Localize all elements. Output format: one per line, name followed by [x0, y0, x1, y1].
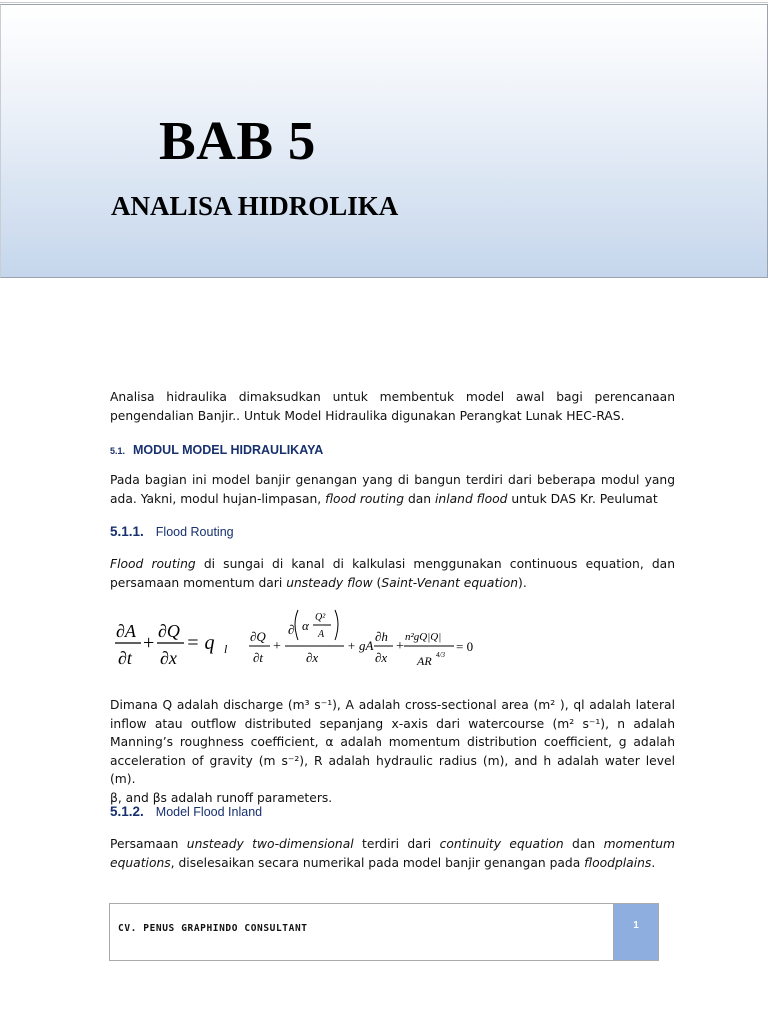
- eq2-t4-den: AR: [417, 654, 432, 668]
- eq1-rhs-sub: l: [224, 642, 228, 656]
- footer-company-name: CV. PENUS GRAPHINDO CONSULTANT: [118, 923, 308, 934]
- eq2-t2-a: A: [318, 629, 325, 640]
- section-label: MODUL MODEL HIDRAULIKAYA: [133, 443, 324, 457]
- intro-line-1: Analisa hidraulika dimaksudkan untuk membentuk model awal bagi perencanaan: [110, 390, 675, 404]
- eq2-t4-exp: 4/3: [436, 651, 445, 659]
- subsection-heading-5-1-2: [110, 803, 262, 821]
- section-5-1-2-paragraph: [110, 835, 675, 872]
- dimana-line-4: acceleration of gravity (m s⁻²), R adalah hydraulic radius (m), and h adalah water level (m).: [110, 753, 675, 786]
- eq2-plus3: +: [396, 639, 404, 654]
- section-number: 5.1.: [110, 446, 126, 456]
- italic-run: inland flood: [434, 491, 508, 506]
- dimana-line-5: β, and βs adalah runoff parameters.: [110, 790, 333, 805]
- chapter-number: BAB 5: [159, 110, 316, 171]
- momentum-equation: [249, 610, 473, 668]
- eq1-den1: ∂t: [118, 648, 132, 668]
- eq2-t3-num: ∂h: [375, 629, 388, 644]
- text-run: dan: [563, 837, 604, 851]
- italic-run: unsteady two-dimensional: [186, 837, 354, 851]
- dimana-paragraph: [110, 696, 675, 807]
- saint-venant-equations: [112, 606, 492, 678]
- intro-line-2: pengendalian Banjir.. Untuk Model Hidraulika digunakan Perangkat Lunak HEC-RAS.: [110, 408, 625, 423]
- eq2-t3-den: ∂x: [375, 650, 388, 665]
- eq1-num2: ∂Q: [158, 621, 180, 641]
- text-run: dan: [404, 491, 435, 506]
- eq2-t1-den: ∂t: [253, 650, 264, 665]
- text-run: di sungai di kanal di kalkulasi menggunakan continuous equation, dan persamaan momentum dari: [110, 557, 675, 590]
- eq2-t2-den: ∂x: [306, 650, 319, 665]
- eq2-t2-q2: Q²: [315, 612, 326, 623]
- chapter-header-banner: [0, 4, 768, 278]
- eq1-rhs: = q: [186, 632, 215, 654]
- text-run: Pada bagian ini model banjir genangan yang di bangun terdiri dari beberapa modul yang ada. Yakni, modul hujan-limpasan,: [110, 473, 675, 506]
- footer-page-number: 1: [613, 904, 658, 960]
- dimana-line-1: Dimana Q adalah discharge (m³ s⁻¹), A adalah cross-sectional area (m² ), ql adalah lateral: [110, 698, 675, 712]
- subsection-label: Flood Routing: [155, 525, 234, 539]
- eq2-left-paren: [295, 610, 298, 640]
- italic-run: flood routing: [325, 491, 405, 506]
- eq1-plus: +: [143, 632, 155, 654]
- eq1-den2: ∂x: [160, 648, 177, 668]
- subsection-number: 5.1.2.: [110, 804, 144, 819]
- page-footer: [109, 903, 659, 961]
- eq2-right-paren: [335, 610, 338, 640]
- subsection-label: Model Flood Inland: [155, 805, 263, 819]
- text-run: .: [651, 855, 656, 870]
- eq2-t1-num: ∂Q: [250, 629, 266, 644]
- italic-run: continuity equation: [439, 837, 564, 851]
- subsection-number: 5.1.1.: [110, 524, 144, 539]
- section-5-1-1-paragraph: [110, 555, 675, 592]
- text-run: , diselesaikan secara numerikal pada model banjir genangan pada: [170, 855, 585, 870]
- italic-run: momentum equations: [110, 837, 676, 870]
- italic-run: floodplains: [584, 855, 652, 870]
- subsection-heading-5-1-1: [110, 523, 234, 541]
- intro-paragraph: [110, 388, 675, 425]
- eq2-t2-partial: ∂: [288, 622, 295, 637]
- text-run: untuk DAS Kr. Peulumat: [507, 491, 658, 506]
- section-heading-5-1: [110, 441, 323, 459]
- text-run: terdiri dari: [353, 837, 440, 851]
- italic-run: Flood routing: [110, 557, 196, 571]
- eq1-num1: ∂A: [116, 621, 136, 641]
- italic-run: Saint-Venant equation: [381, 575, 519, 590]
- eq2-t2-alpha: α: [302, 618, 309, 633]
- eq2-t4-num: n²gQ|Q|: [405, 631, 442, 643]
- text-run: Persamaan: [110, 837, 187, 851]
- equations-svg: [112, 606, 492, 678]
- text-run: (: [372, 575, 382, 590]
- dimana-line-2: inflow atau outflow distributed sepanjang x-axis dari watercourse (m² s⁻¹), n adalah: [110, 716, 675, 731]
- chapter-title: ANALISA HIDROLIKA: [111, 191, 399, 221]
- top-border-line: [0, 2, 768, 3]
- text-run: ).: [518, 575, 527, 590]
- italic-run: unsteady flow: [286, 575, 373, 590]
- eq2-rhs: = 0: [456, 639, 474, 654]
- eq2-t3: + gA: [347, 638, 374, 653]
- eq2-plus1: +: [273, 639, 281, 654]
- dimana-line-3: Manning’s roughness coefficient, α adalah momentum distribution coefficient, g adalah: [110, 735, 675, 749]
- continuity-equation: [115, 621, 228, 668]
- section-5-1-paragraph: [110, 471, 675, 508]
